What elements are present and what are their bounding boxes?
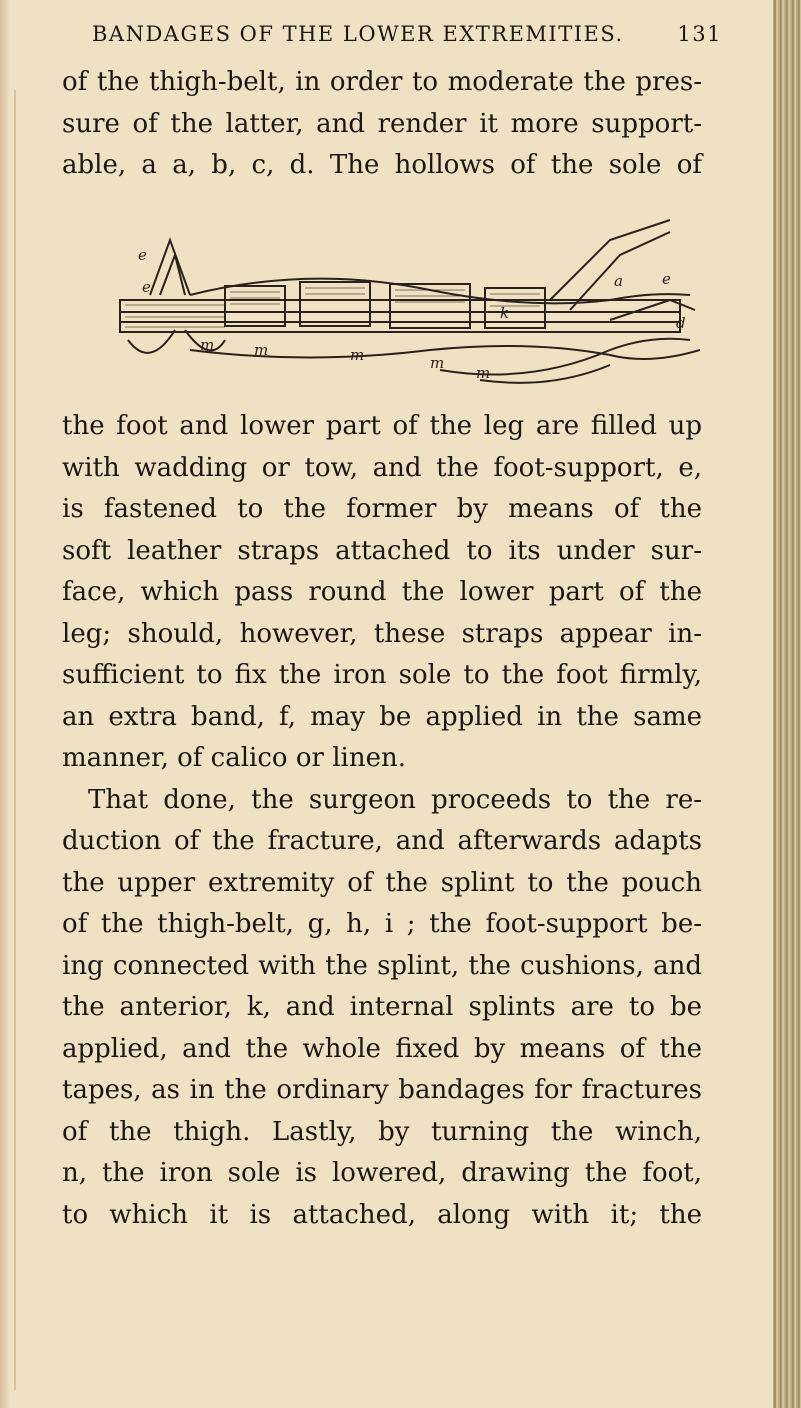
text-line: applied, and the whole fixed by means of the	[62, 1033, 702, 1064]
figure-label: e	[138, 246, 147, 264]
page-number: 131	[677, 22, 722, 46]
paragraph-top	[62, 62, 702, 187]
figure-label: m	[430, 354, 445, 372]
text-line: leg; should, however, these straps appear in-	[62, 618, 702, 649]
text-line: with wadding or tow, and the foot-support, e,	[62, 452, 702, 483]
figure-label: m	[476, 364, 491, 382]
text-line: of the thigh-belt, g, h, i ; the foot-support be-	[62, 909, 702, 939]
text-line: manner, of calico or linen.	[62, 743, 406, 773]
text-line: duction of the fracture, and afterwards adapts	[62, 826, 702, 856]
figure-label: a	[614, 272, 623, 290]
text-line: ing connected with the splint, the cushions, and	[62, 950, 702, 981]
text-line: able, a a, b, c, d. The hollows of the sole of	[62, 150, 702, 180]
text-line: the anterior, k, and internal splints are to be	[62, 992, 702, 1022]
text-line: of the thigh. Lastly, by turning the winch,	[62, 1116, 702, 1147]
figure-stroke	[160, 255, 185, 295]
text-line: tapes, as in the ordinary bandages for fractures	[62, 1075, 702, 1105]
figure-label: d	[676, 314, 686, 332]
figure-stroke	[300, 282, 370, 326]
figure-label: m	[254, 341, 269, 359]
text-line: That done, the surgeon proceeds to the re-	[88, 784, 702, 815]
text-line: face, which pass round the lower part of the	[62, 577, 702, 607]
paragraph-bottom	[62, 406, 702, 1236]
figure-label: e	[142, 278, 151, 296]
text-line: of the thigh-belt, in order to moderate the pres-	[62, 67, 702, 97]
text-line: an extra band, f, may be applied in the same	[62, 701, 702, 732]
text-line: is fastened to the former by means of the	[62, 494, 702, 524]
text-line: sufficient to fix the iron sole to the foot firmly,	[62, 660, 702, 690]
page-edge-left	[0, 0, 10, 1408]
figure-label: e	[662, 270, 671, 288]
text-line: sure of the latter, and render it more support-	[62, 108, 702, 139]
text-line: n, the iron sole is lowered, drawing the foot,	[62, 1158, 702, 1188]
figure-label: m	[200, 336, 215, 354]
figure-label: k	[500, 304, 510, 322]
text-line: the foot and lower part of the leg are filled up	[62, 411, 702, 441]
figure-stroke	[550, 220, 670, 300]
page-edge-right	[773, 0, 801, 1408]
text-line: to which it is attached, along with it; the	[62, 1199, 702, 1230]
text-line: soft leather straps attached to its under sur-	[62, 535, 702, 566]
figure-label: m	[350, 346, 365, 364]
figure-stroke	[128, 330, 175, 353]
running-title: BANDAGES OF THE LOWER EXTREMITIES.	[92, 22, 624, 46]
splint-illustration	[10, 200, 700, 395]
text-line: the upper extremity of the splint to the pouch	[62, 867, 702, 898]
